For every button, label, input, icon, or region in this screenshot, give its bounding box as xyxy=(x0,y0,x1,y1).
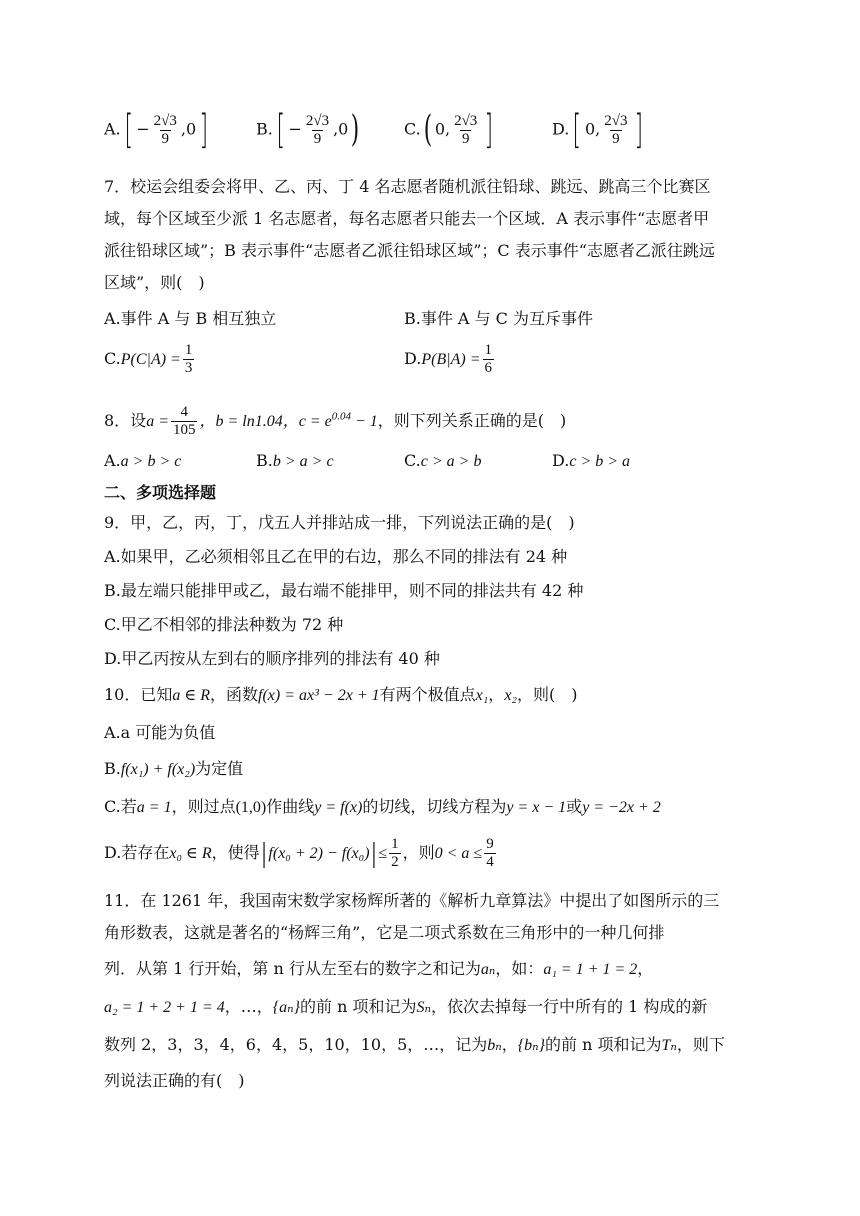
q7-stem-line3: 派往铅球区域”；B 表示事件“志愿者乙派往铅球区域”；C 表示事件“志愿者乙派往跳远 xyxy=(104,241,715,260)
q6-option-d[interactable]: D.[ 0, $\frac{2√3}{9}$ ] xyxy=(552,107,644,153)
q7-option-d[interactable]: D.P(B|A) = $\frac{1}{6}$ xyxy=(404,342,493,376)
q7-stem-line4: 区域”，则( ) xyxy=(104,273,205,292)
q6-option-c[interactable]: C.( 0, $\frac{2√3}{9}$ ] xyxy=(404,107,494,153)
section-heading: 二、多项选择题 xyxy=(104,483,217,502)
q11-stem-line3: 列．从第 1 行开始，第 n 行从左至右的数字之和记为aₙ，如：a₁ = 1 + 1 = 2， xyxy=(104,959,654,978)
q9-option-c[interactable]: C.甲乙不相邻的排法种数为 72 种 xyxy=(104,615,344,634)
q8-option-d[interactable]: D.c > b > a xyxy=(552,451,631,470)
q7-stem-line2: 域，每个区域至少派 1 名志愿者，每名志愿者只能去一个区域．A 表示事件“志愿者甲 xyxy=(104,209,710,228)
q6-option-b[interactable]: B.[ − $\frac{2√3}{9}$ ,0) xyxy=(256,107,360,153)
q11-stem-line6: 列说法正确的有( ) xyxy=(104,1071,245,1090)
q10-option-d[interactable]: D.若存在x₀ ∈ R，使得|f(x₀ + 2) − f(x₀)|≤ $\frac{1}{2}$ ，则0 < a ≤ $\frac{9}{4}$ xyxy=(104,836,494,870)
q9-option-a[interactable]: A.如果甲，乙必须相邻且乙在甲的右边，那么不同的排法有 24 种 xyxy=(104,547,568,566)
q7-stem-line1: 7．校运会组委会将甲、乙、丙、丁 4 名志愿者随机派往铅球、跳远、跳高三个比赛区 xyxy=(104,177,711,196)
q10-option-a[interactable]: A.a 可能为负值 xyxy=(104,723,216,742)
q7-option-b[interactable]: B.事件 A 与 C 为互斥事件 xyxy=(404,309,593,328)
q10-option-b[interactable]: B.f(x₁) + f(x₂)为定值 xyxy=(104,759,244,778)
option-label: A. xyxy=(104,119,121,139)
q11-stem-line1: 11．在 1261 年，我国南宋数学家杨辉所著的《解析九章算法》中提出了如图所示的三 xyxy=(104,891,720,910)
q8-option-b[interactable]: B.b > a > c xyxy=(256,451,334,470)
q7-option-a[interactable]: A.事件 A 与 B 相互独立 xyxy=(104,309,277,328)
q9-option-d[interactable]: D.甲乙丙按从左到右的顺序排列的排法有 40 种 xyxy=(104,649,440,668)
q7-option-c[interactable]: C.P(C|A) = $\frac{1}{3}$ xyxy=(104,342,193,376)
q10-stem: 10．已知a ∈ R，函数f(x) = ax³ − 2x + 1有两个极值点x₁，x₂，则( ) xyxy=(104,685,578,704)
q9-option-b[interactable]: B.最左端只能排甲或乙，最右端不能排甲，则不同的排法共有 42 种 xyxy=(104,581,584,600)
q11-stem-line5: 数列 2，3，3，4，6，4，5，10，10，5，…，记为bₙ，{bₙ}的前 n 项和记为Tₙ，则下 xyxy=(104,1035,725,1054)
q8-stem: 8．设a = $\frac{4}{105}$ ，b = ln1.04，$c = e^{0.04} - 1$，则下列关系正确的是( ) xyxy=(104,404,567,438)
q11-stem-line2: 角形数表，这就是著名的“杨辉三角”，它是二项式系数在三角形中的一种几何排 xyxy=(104,923,665,942)
q11-stem-line4: a₂ = 1 + 2 + 1 = 4，…，{aₙ}的前 n 项和记为Sₙ，依次去掉每一行中所有的 1 构成的新 xyxy=(104,997,708,1016)
q8-option-c[interactable]: C.c > a > b xyxy=(404,451,482,470)
q9-stem: 9．甲，乙，丙，丁，戊五人并排站成一排，下列说法正确的是( ) xyxy=(104,513,575,532)
q6-option-a[interactable]: A.[ − $\frac{2√3}{9}$ ,0] xyxy=(104,107,209,153)
q8-option-a[interactable]: A.a > b > c xyxy=(104,451,182,470)
q10-option-c[interactable]: C.若a = 1，则过点(1,0)作曲线y = f(x)的切线，切线方程为y = x − 1或y = −2x + 2 xyxy=(104,797,661,816)
